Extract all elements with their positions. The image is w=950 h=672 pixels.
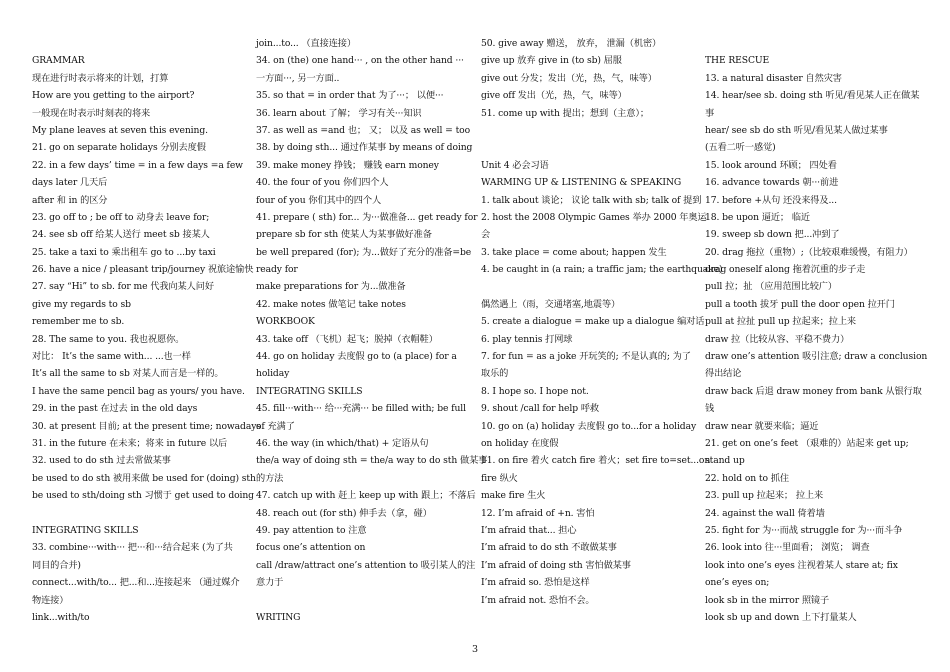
- text-line: give off 发出（光，热，气，味等）: [481, 90, 627, 102]
- text-line: drag oneself along 拖着沉重的步子走: [705, 264, 866, 276]
- text-line: 事: [705, 107, 715, 119]
- text-line: 37. as well as =and 也； 又； 以及 as well = too: [256, 124, 471, 136]
- text-line: 40. the four of you 你们四个人: [256, 177, 389, 189]
- text-line: give my regards to sb: [32, 298, 131, 310]
- text-line: 22. in a few days’ time = in a few days =a few: [32, 159, 243, 171]
- text-line: 9. shout /call for help 呼救: [481, 403, 600, 415]
- text-line: 现在进行时表示将来的计划，打算: [32, 72, 169, 84]
- text-line: 15. look around 环顾； 四处看: [705, 159, 837, 171]
- text-line: 一般现在时表示时刻表的将来: [32, 107, 151, 119]
- text-line: 4. be caught in (a rain; a traffic jam; the earthquake): [481, 264, 723, 276]
- text-line: 29. in the past 在过去 in the old days: [32, 403, 198, 415]
- text-line: look sb up and down 上下打量某人: [705, 611, 857, 623]
- text-line: 47. catch up with 赶上 keep up with 跟上；不落后: [256, 490, 476, 502]
- text-line: 50. give away 赠送， 放弃， 泄漏（机密）: [481, 38, 662, 49]
- text-line: 32. used to do sth 过去常做某事: [32, 455, 171, 467]
- text-line: days later 几天后: [32, 177, 108, 189]
- text-line: 取乐的: [481, 368, 509, 380]
- text-column-3: [481, 35, 723, 609]
- text-line: 25. fight for 为···而战 struggle for 为···而斗争: [705, 524, 903, 536]
- text-line: How are you getting to the airport?: [32, 90, 195, 102]
- text-line: I’m afraid to do sth 不敢做某事: [481, 542, 617, 554]
- text-line: connect...with/to... 把...和...连接起来 （通过媒介: [32, 577, 240, 589]
- text-line: 43. take off （飞机）起飞；脱掉（衣帽鞋）: [256, 333, 438, 345]
- text-line: 25. take a taxi to 乘出租车 go to ...by taxi: [32, 246, 216, 258]
- text-line: 24. against the wall 倚着墙: [705, 507, 825, 519]
- text-line: draw 拉（比较从容、平稳不费力）: [705, 333, 850, 345]
- text-line: 26. look into 往···里面看； 浏览； 调查: [705, 542, 870, 554]
- text-line: I’m afraid not. 恐怕不会。: [481, 594, 595, 606]
- text-line: My plane leaves at seven this evening.: [32, 124, 208, 136]
- text-line: 意力于: [256, 577, 284, 589]
- text-line: 27. say “Hi” to sb. for me 代我向某人问好: [32, 281, 214, 293]
- text-line: 21. get on one’s feet （艰难的）站起来 get up;: [705, 437, 909, 449]
- text-line: join...to... （直接连接）: [256, 38, 356, 49]
- text-line: 钱: [705, 403, 715, 415]
- text-line: It’s all the same to sb 对某人而言是一样的。: [32, 368, 224, 380]
- text-line: 46. the way (in which/that) + 定语从句: [256, 437, 429, 449]
- text-line: 17. before +从句 还没来得及...: [705, 194, 837, 206]
- text-line: 31. in the future 在未来；将来 in future 以后: [32, 437, 228, 449]
- text-line: 51. come up with 提出；想到（主意）；: [481, 107, 649, 119]
- text-line: 36. learn about 了解； 学习有关···知识: [256, 107, 422, 119]
- text-line: holiday: [256, 368, 290, 380]
- text-line: I’m afraid of doing sth 害怕做某事: [481, 559, 631, 571]
- text-column-2: [256, 35, 488, 626]
- text-line: (五看二听一感觉): [705, 142, 776, 154]
- text-line: WORKBOOK: [256, 316, 315, 328]
- text-line: GRAMMAR: [32, 55, 85, 67]
- text-line: 7. for fun = as a joke 开玩笑的; 不是认真的; 为了: [481, 351, 691, 363]
- text-line: hear/ see sb do sth 听见/看见某人做过某事: [705, 124, 888, 136]
- text-line: 23. go off to ; be off to 动身去 leave for;: [32, 211, 210, 223]
- text-line: 42. make notes 做笔记 take notes: [256, 298, 406, 310]
- text-line: 5. create a dialogue = make up a dialogue 编对话: [481, 316, 705, 328]
- text-line: draw one’s attention 吸引注意; draw a conclusion: [705, 351, 928, 363]
- text-line: WRITING: [256, 611, 301, 623]
- text-line: of 充满了: [256, 420, 295, 432]
- text-column-1: [32, 35, 261, 626]
- text-line: look into one’s eyes 注视着某人 stare at; fix: [705, 559, 898, 571]
- text-line: 20. drag 拖拉（重物）;（比较艰难缓慢，有阻力）: [705, 246, 913, 258]
- text-line: 10. go on (a) holiday 去度假 go to...for a holiday: [481, 420, 697, 432]
- text-line: draw near 就要来临；逼近: [705, 420, 819, 432]
- text-line: 2. host the 2008 Olympic Games 举办 2000 年奥运: [481, 211, 707, 223]
- text-line: give out 分发；发出（光，热，气，味等）: [481, 72, 657, 84]
- text-line: 26. have a nice / pleasant trip/journey 祝旅途愉快: [32, 264, 254, 276]
- text-line: pull a tooth 拔牙 pull the door open 拉开门: [705, 298, 895, 310]
- text-line: on holiday 在度假: [481, 437, 559, 449]
- text-line: link...with/to: [32, 611, 90, 623]
- text-line: INTEGRATING SKILLS: [256, 385, 363, 397]
- page-number: 3: [471, 644, 479, 655]
- blank-line: [481, 139, 696, 156]
- text-line: 同目的合并): [32, 559, 81, 571]
- text-line: 会: [481, 229, 491, 241]
- text-line: 得出结论: [705, 368, 742, 380]
- text-line: 的方法: [256, 472, 284, 484]
- text-line: 19. sweep sb down 把...冲到了: [705, 229, 840, 241]
- text-line: 一方面···, 另一方面..: [256, 72, 340, 84]
- text-line: THE RESCUE: [705, 55, 770, 67]
- text-line: 14. hear/see sb. doing sth 听见/看见某人正在做某: [705, 90, 920, 102]
- text-column-4: [705, 35, 928, 626]
- text-line: Unit 4 必会习语: [481, 159, 549, 171]
- blank-line: [32, 35, 247, 52]
- text-line: 41. prepare ( sth) for... 为···做准备... get ready for: [256, 211, 478, 223]
- text-line: 35. so that = in order that 为了···； 以便···: [256, 90, 444, 102]
- text-line: pull at 拉扯 pull up 拉起来；拉上来: [705, 316, 857, 328]
- text-line: 49. pay attention to 注意: [256, 524, 367, 536]
- text-line: look sb in the mirror 照镜子: [705, 594, 830, 606]
- text-line: fire 纵火: [481, 472, 518, 484]
- text-line: WARMING UP & LISTENING & SPEAKING: [481, 177, 682, 189]
- text-line: I’m afraid that... 担心: [481, 524, 577, 536]
- text-line: 21. go on separate holidays 分别去度假: [32, 142, 206, 154]
- text-line: ready for: [256, 264, 298, 276]
- text-line: stand up: [705, 455, 745, 467]
- text-line: 18. be upon 逼近； 临近: [705, 211, 810, 223]
- text-line: be used to do sth 被用来做 be used for (doing) sth: [32, 472, 256, 484]
- text-line: 对比： It’s the same with... ...也一样: [32, 351, 191, 363]
- text-line: the/a way of doing sth = the/a way to do sth 做某事: [256, 455, 488, 467]
- blank-line: [481, 122, 696, 139]
- text-line: 34. on (the) one hand··· , on the other hand ···: [256, 55, 464, 67]
- text-line: 3. take place = come about; happen 发生: [481, 246, 667, 258]
- text-line: 28. The same to you. 我也祝愿你。: [32, 333, 185, 345]
- text-line: 6. play tennis 打网球: [481, 333, 573, 345]
- text-line: 8. I hope so. I hope not.: [481, 385, 589, 397]
- text-line: 44. go on holiday 去度假 go to (a place) for a: [256, 351, 457, 363]
- text-line: 39. make money 挣钱； 赚钱 earn money: [256, 159, 439, 171]
- text-line: focus one’s attention on: [256, 542, 366, 554]
- text-line: make preparations for 为...做准备: [256, 281, 406, 293]
- blank-line: [705, 35, 920, 52]
- blank-line: [481, 278, 696, 295]
- text-line: 38. by doing sth... 通过作某事 by means of doing: [256, 142, 473, 154]
- text-line: be well prepared (for); 为...做好了充分的准备=be: [256, 246, 472, 258]
- blank-line: [256, 592, 471, 609]
- text-line: 物连接）: [32, 594, 69, 606]
- text-line: 13. a natural disaster 自然灾害: [705, 72, 842, 84]
- text-line: INTEGRATING SKILLS: [32, 524, 139, 536]
- text-line: prepare sb for sth 使某人为某事做好准备: [256, 229, 432, 241]
- text-line: 1. talk about 谈论； 议论 talk with sb; talk of 提到: [481, 194, 702, 206]
- text-line: call /draw/attract one’s attention to 吸引某人的注: [256, 559, 476, 571]
- text-line: 偶然遇上（雨，交通堵塞,地震等）: [481, 298, 621, 310]
- text-line: I’m afraid so. 恐怕是这样: [481, 577, 590, 589]
- text-line: 45. fill···with··· 给···充满··· be filled with; be full: [256, 403, 466, 415]
- text-line: 12. I’m afraid of +n. 害怕: [481, 507, 595, 519]
- text-line: 24. see sb off 给某人送行 meet sb 接某人: [32, 229, 210, 241]
- text-line: draw back 后退 draw money from bank 从银行取: [705, 385, 922, 397]
- text-line: 23. pull up 拉起来； 拉上来: [705, 490, 824, 502]
- text-line: be used to sth/doing sth 习惯于 get used to doing: [32, 490, 254, 502]
- text-line: 33. combine···with··· 把···和···结合起来 (为了共: [32, 542, 233, 554]
- text-line: 48. reach out (for sth) 伸手去（拿，碰）: [256, 507, 432, 519]
- text-line: after 和 in 的区分: [32, 194, 108, 206]
- text-line: 16. advance towards 朝···前进: [705, 177, 839, 189]
- text-line: make fire 生火: [481, 490, 546, 502]
- text-line: 11. on fire 着火 catch fire 着火；set fire to=set...on: [481, 455, 711, 467]
- text-line: 22. hold on to 抓住: [705, 472, 789, 484]
- text-line: four of you 你们其中的四个人: [256, 194, 382, 206]
- text-line: pull 拉；扯 （应用范围比较广）: [705, 281, 837, 293]
- text-line: remember me to sb.: [32, 316, 125, 328]
- text-line: give up 放弃 give in (to sb) 屈服: [481, 55, 622, 67]
- blank-line: [32, 505, 247, 522]
- text-line: I have the same pencil bag as yours/ you have.: [32, 385, 245, 397]
- text-line: one’s eyes on;: [705, 577, 770, 589]
- text-line: 30. at present 目前; at the present time; nowadays: [32, 420, 261, 432]
